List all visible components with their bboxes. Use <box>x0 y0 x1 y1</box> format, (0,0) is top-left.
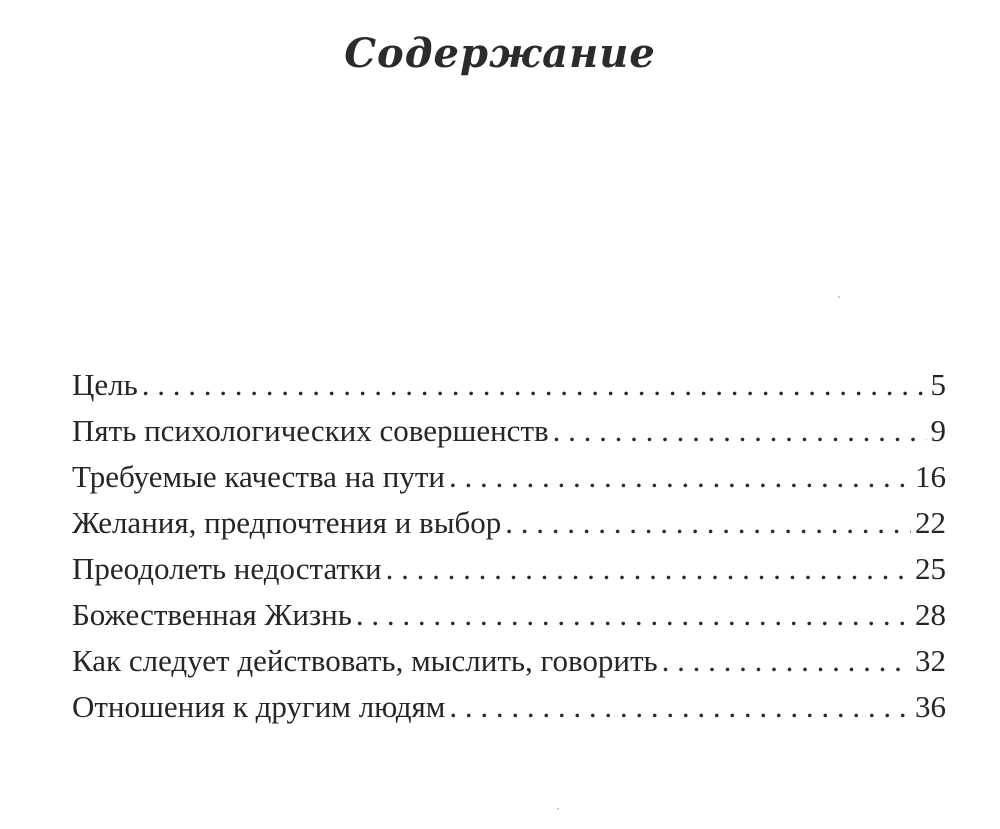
toc-entry-page: 32 <box>915 643 946 678</box>
toc-dot-leader <box>553 408 927 454</box>
toc-entry-page: 16 <box>915 459 946 494</box>
toc-entry-label: Божественная Жизнь <box>72 597 352 632</box>
toc-entry <box>72 638 946 684</box>
toc-entry <box>72 454 946 500</box>
toc-entry-label: Пять психологических совершенств <box>72 413 549 448</box>
toc-entry-label: Как следует действовать, мыслить, говорить <box>72 643 658 678</box>
toc-entry-label: Цель <box>72 367 138 402</box>
toc-entry-page: 5 <box>930 367 946 402</box>
toc-entry-label: Желания, предпочтения и выбор <box>72 505 502 540</box>
page-title: Содержание <box>344 30 656 77</box>
toc-entry-label: Требуемые качества на пути <box>72 459 446 494</box>
toc-entry-page: 22 <box>915 505 946 540</box>
toc-entry-label: Преодолеть недостатки <box>72 551 382 586</box>
scan-speck <box>557 808 559 810</box>
toc-entry <box>72 362 946 408</box>
toc-dot-leader <box>449 684 911 730</box>
toc-entry <box>72 684 946 730</box>
toc-dot-leader <box>505 500 911 546</box>
toc-entry-page: 28 <box>915 597 946 632</box>
toc-dot-leader <box>356 592 911 638</box>
toc-dot-leader <box>662 638 911 684</box>
toc-entry-page: 25 <box>915 551 946 586</box>
toc-entry <box>72 408 946 454</box>
table-of-contents <box>72 362 946 730</box>
toc-entry-label: Отношения к другим людям <box>72 689 446 724</box>
toc-dot-leader <box>386 546 911 592</box>
toc-entry <box>72 592 946 638</box>
toc-entry <box>72 546 946 592</box>
scan-speck <box>838 296 840 298</box>
toc-entry-page: 9 <box>930 413 946 448</box>
toc-dot-leader <box>449 454 911 500</box>
toc-entry <box>72 500 946 546</box>
toc-dot-leader <box>142 362 927 408</box>
toc-entry-page: 36 <box>915 689 946 724</box>
